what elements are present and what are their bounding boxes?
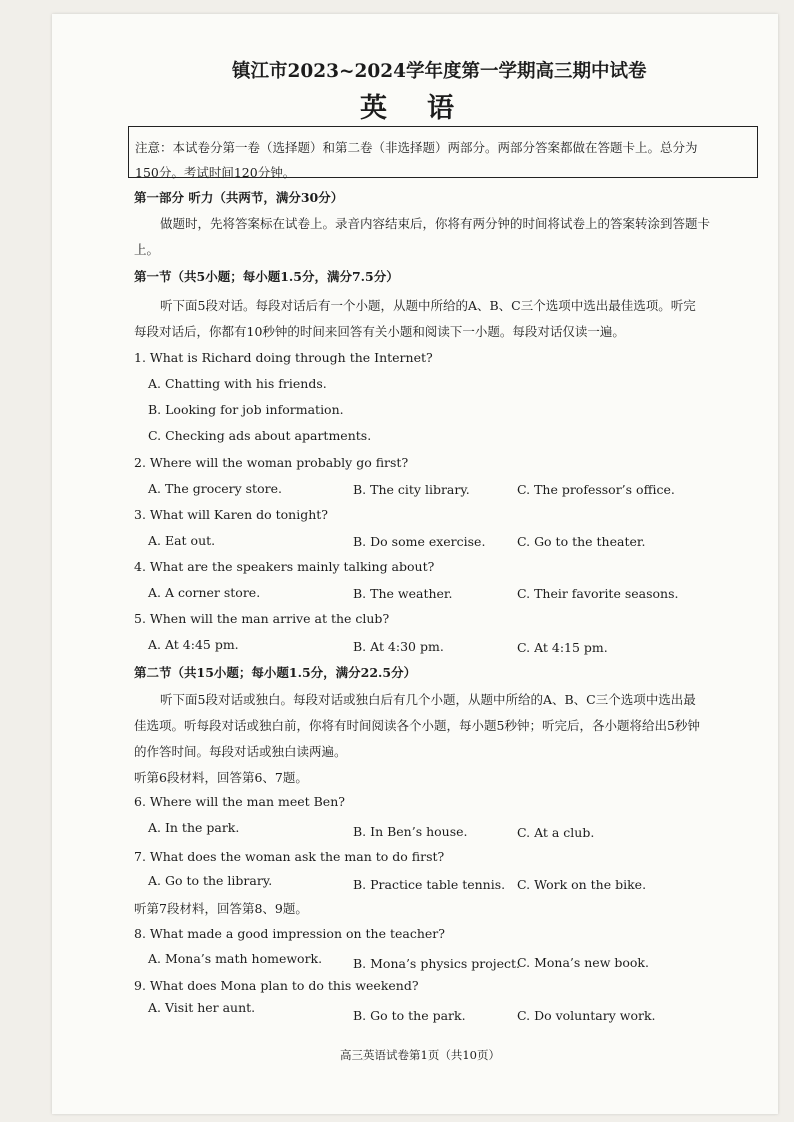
q4-option-a: A. A corner store. [148,585,261,600]
q9-option-b: B. Go to the park. [353,1008,466,1023]
question-7: 7. What does the woman ask the man to do first? [134,849,445,864]
question-4: 4. What are the speakers mainly talking about? [134,559,435,574]
section2-instruction-line-3: 的作答时间。每段对话或独白读两遍。 [134,744,347,759]
material-7-label: 听第7段材料，回答第8、9题。 [134,901,308,916]
q8-option-c: C. Mona’s new book. [517,955,649,970]
q5-option-c: C. At 4:15 pm. [517,640,608,655]
section1-instruction-line-1: 听下面5段对话。每段对话后有一个小题，从题中所给的A、B、C三个选项中选出最佳选项。听完 [160,298,696,313]
exam-title: 镇江市2023~2024学年度第一学期高三期中试卷 [232,61,647,82]
q2-option-a: A. The grocery store. [148,481,282,496]
part1-instruction-line-1: 做题时，先将答案标在试卷上。录音内容结束后，你将有两分钟的时间将试卷上的答案转涂到答题卡 [160,216,711,231]
q5-option-b: B. At 4:30 pm. [353,639,444,654]
q2-option-b: B. The city library. [353,482,470,497]
q1-option-b: B. Looking for job information. [148,402,344,417]
q4-option-b: B. The weather. [353,586,453,601]
question-5: 5. When will the man arrive at the club? [134,611,390,626]
q2-option-c: C. The professor’s office. [517,482,675,497]
section2-instruction-line-1: 听下面5段对话或独白。每段对话或独白后有几个小题，从题中所给的A、B、C三个选项中选出最 [160,692,696,707]
q3-option-a: A. Eat out. [148,533,216,548]
q7-option-a: A. Go to the library. [148,873,273,888]
notice-box [128,126,758,178]
page-footer: 高三英语试卷第1页（共10页） [340,1048,500,1062]
q1-option-a: A. Chatting with his friends. [148,376,327,391]
q8-option-a: A. Mona’s math homework. [148,951,323,966]
q5-option-a: A. At 4:45 pm. [148,637,239,652]
question-8: 8. What made a good impression on the teacher? [134,926,445,941]
q9-option-c: C. Do voluntary work. [517,1008,656,1023]
q6-option-b: B. In Ben’s house. [353,824,468,839]
question-1: 1. What is Richard doing through the Internet? [134,350,433,365]
section1-instruction-line-2: 每段对话后，你都有10秒钟的时间来回答有关小题和阅读下一小题。每段对话仅读一遍。 [134,324,625,339]
section1-heading: 第一节（共5小题；每小题1.5分，满分7.5分） [134,269,399,284]
q7-option-b: B. Practice table tennis. [353,877,506,892]
notice-line-1: 注意：本试卷分第一卷（选择题）和第二卷（非选择题）两部分。两部分答案都做在答题卡上。总分为 [135,140,698,155]
subject-title: 英语 [360,93,494,124]
q8-option-b: B. Mona’s physics project. [353,956,521,971]
material-6-label: 听第6段材料，回答第6、7题。 [134,770,308,785]
q3-option-b: B. Do some exercise. [353,534,486,549]
question-6: 6. Where will the man meet Ben? [134,794,345,809]
q9-option-a: A. Visit her aunt. [148,1000,256,1015]
question-2: 2. Where will the woman probably go first? [134,455,409,470]
notice-line-2: 150分。考试时间120分钟。 [135,165,296,180]
part1-heading: 第一部分 听力（共两节，满分30分） [134,190,344,205]
question-9: 9. What does Mona plan to do this weekend? [134,978,419,993]
q3-option-c: C. Go to the theater. [517,534,646,549]
question-3: 3. What will Karen do tonight? [134,507,328,522]
q4-option-c: C. Their favorite seasons. [517,586,679,601]
section2-instruction-line-2: 佳选项。听每段对话或独白前，你将有时间阅读各个小题，每小题5秒钟；听完后，各小题将给出5秒钟 [134,718,700,733]
q6-option-a: A. In the park. [148,820,240,835]
section2-heading: 第二节（共15小题；每小题1.5分，满分22.5分） [134,665,417,680]
q6-option-c: C. At a club. [517,825,595,840]
q7-option-c: C. Work on the bike. [517,877,647,892]
part1-instruction-line-2: 上。 [134,242,160,257]
q1-option-c: C. Checking ads about apartments. [148,428,372,443]
